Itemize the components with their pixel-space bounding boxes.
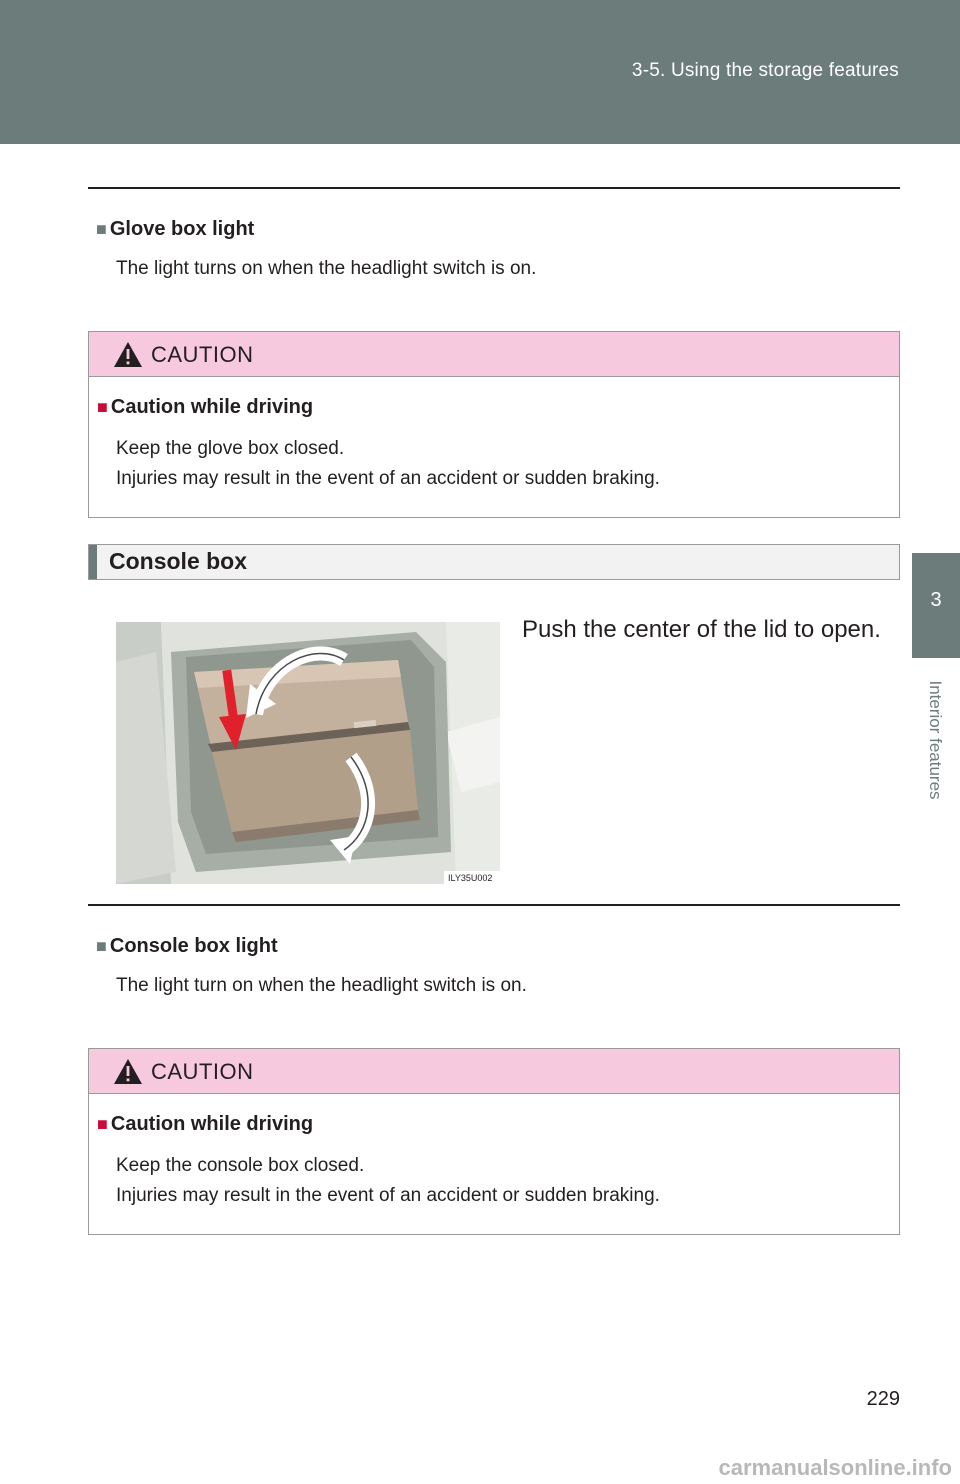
glove-light-heading-text: Glove box light (109, 218, 255, 240)
caution-line: Keep the console box closed. (116, 1155, 365, 1176)
section-accent (89, 545, 97, 579)
section-breadcrumb: 3-5. Using the storage features (631, 60, 899, 81)
watermark: carmanualsonline.info (718, 1455, 952, 1480)
caution-item-heading (97, 396, 313, 419)
section-title: Console box (109, 548, 248, 574)
square-bullet-icon: ■ (96, 219, 107, 239)
console-light-heading (96, 935, 278, 958)
console-light-heading-text: Console box light (109, 935, 278, 957)
caution-body (116, 434, 660, 494)
caution-title: CAUTION (151, 342, 254, 367)
page-number: 229 (866, 1388, 900, 1410)
caution-title: CAUTION (151, 1059, 254, 1084)
caution-line: Injuries may result in the event of an accident or sudden braking. (116, 468, 660, 489)
caution-box-glove (88, 331, 900, 518)
caution-line: Injuries may result in the event of an accident or sudden braking. (116, 1185, 660, 1206)
section-heading-bar (88, 544, 900, 580)
caution-item-text: Caution while driving (110, 396, 314, 418)
glove-light-text: The light turns on when the headlight switch is on. (116, 258, 537, 279)
square-bullet-icon: ■ (97, 397, 108, 417)
chapter-number: 3 (930, 589, 942, 611)
caution-item-heading (97, 1113, 313, 1136)
warning-triangle-icon (113, 1058, 143, 1085)
caution-body (116, 1151, 660, 1211)
chapter-tab (912, 553, 960, 658)
caution-box-console (88, 1048, 900, 1235)
console-box-illustration (116, 622, 500, 884)
caution-header (89, 332, 899, 377)
image-code: ILY35U002 (448, 873, 493, 883)
square-bullet-icon: ■ (96, 936, 107, 956)
chapter-label: Interior features (926, 680, 945, 800)
square-bullet-icon: ■ (97, 1114, 108, 1134)
caution-item-text: Caution while driving (110, 1113, 314, 1135)
divider-mid (88, 904, 900, 906)
warning-triangle-icon (113, 341, 143, 368)
glove-light-heading (96, 218, 254, 241)
caution-header (89, 1049, 899, 1094)
console-light-text: The light turn on when the headlight switch is on. (116, 975, 527, 996)
divider-top (88, 187, 900, 189)
page-header (0, 0, 960, 144)
console-instruction: Push the center of the lid to open. (522, 616, 881, 643)
caution-line: Keep the glove box closed. (116, 438, 345, 459)
